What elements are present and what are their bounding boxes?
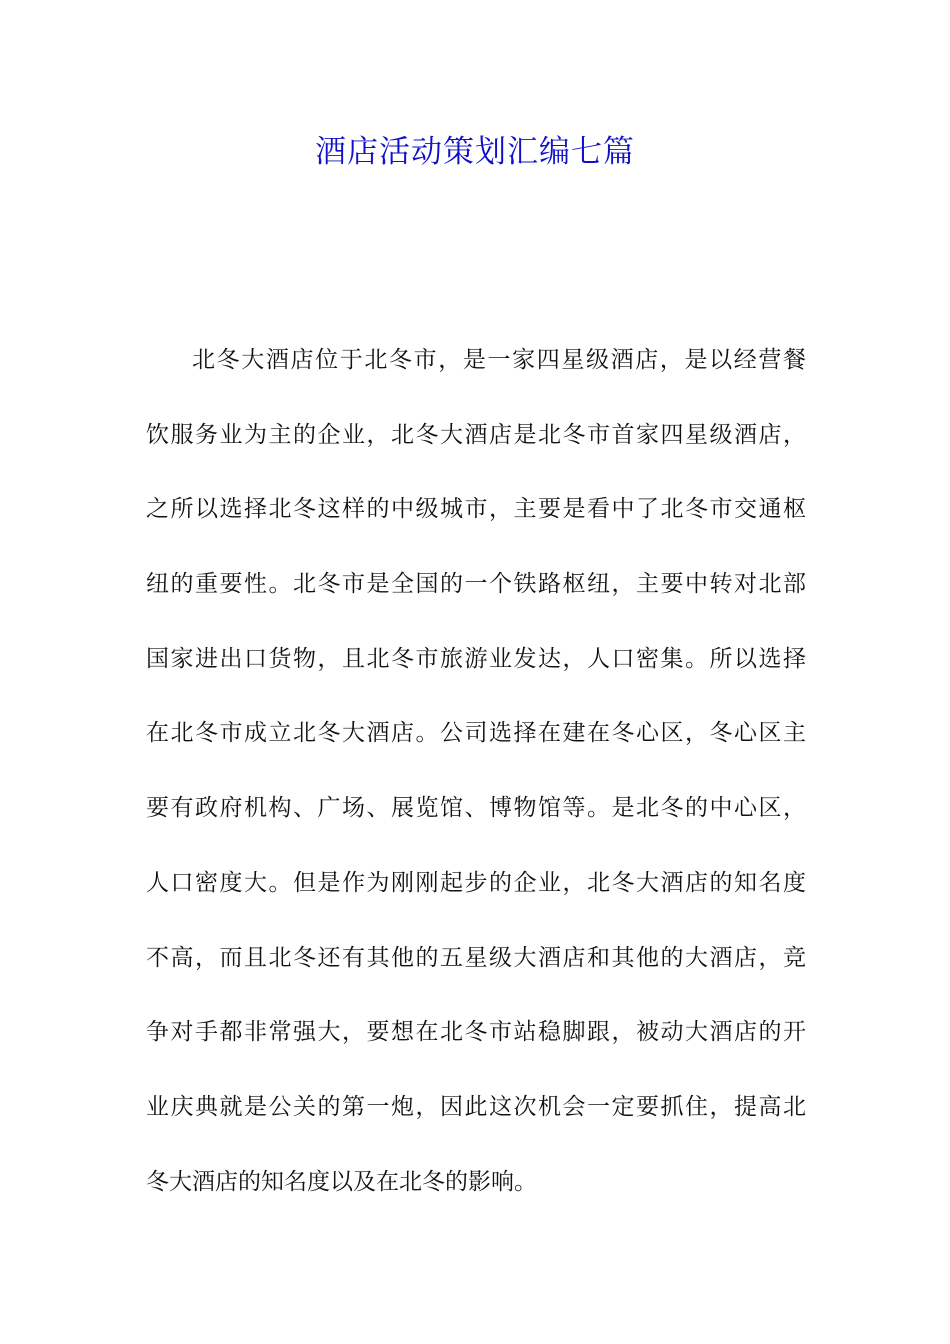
paragraph-line: 争对手都非常强大，要想在北冬市站稳脚跟，被动大酒店的开 <box>146 1019 806 1046</box>
paragraph-line: 国家进出口货物，且北冬市旅游业发达，人口密集。所以选择 <box>146 645 806 672</box>
paragraph-line: 之所以选择北冬这样的中级城市，主要是看中了北冬市交通枢 <box>146 496 806 523</box>
body-paragraph <box>146 338 806 1234</box>
paragraph-line: 不高，而且北冬还有其他的五星级大酒店和其他的大酒店，竞 <box>146 944 806 971</box>
paragraph-line: 饮服务业为主的企业，北冬大酒店是北冬市首家四星级酒店， <box>146 421 806 448</box>
paragraph-line: 要有政府机构、广场、展览馆、博物馆等。是北冬的中心区， <box>146 795 806 822</box>
paragraph-line: 业庆典就是公关的第一炮，因此这次机会一定要抓住，提高北 <box>146 1093 806 1120</box>
paragraph-line: 在北冬市成立北冬大酒店。公司选择在建在冬心区，冬心区主 <box>146 720 806 747</box>
paragraph-line: 人口密度大。但是作为刚刚起步的企业，北冬大酒店的知名度 <box>146 869 806 896</box>
document-title: 酒店活动策划汇编七篇 <box>315 134 635 170</box>
paragraph-line: 冬大酒店的知名度以及在北冬的影响。 <box>146 1168 537 1195</box>
paragraph-line: 北冬大酒店位于北冬市，是一家四星级酒店，是以经营餐 <box>192 347 806 373</box>
paragraph-line: 纽的重要性。北冬市是全国的一个铁路枢纽，主要中转对北部 <box>146 571 806 598</box>
